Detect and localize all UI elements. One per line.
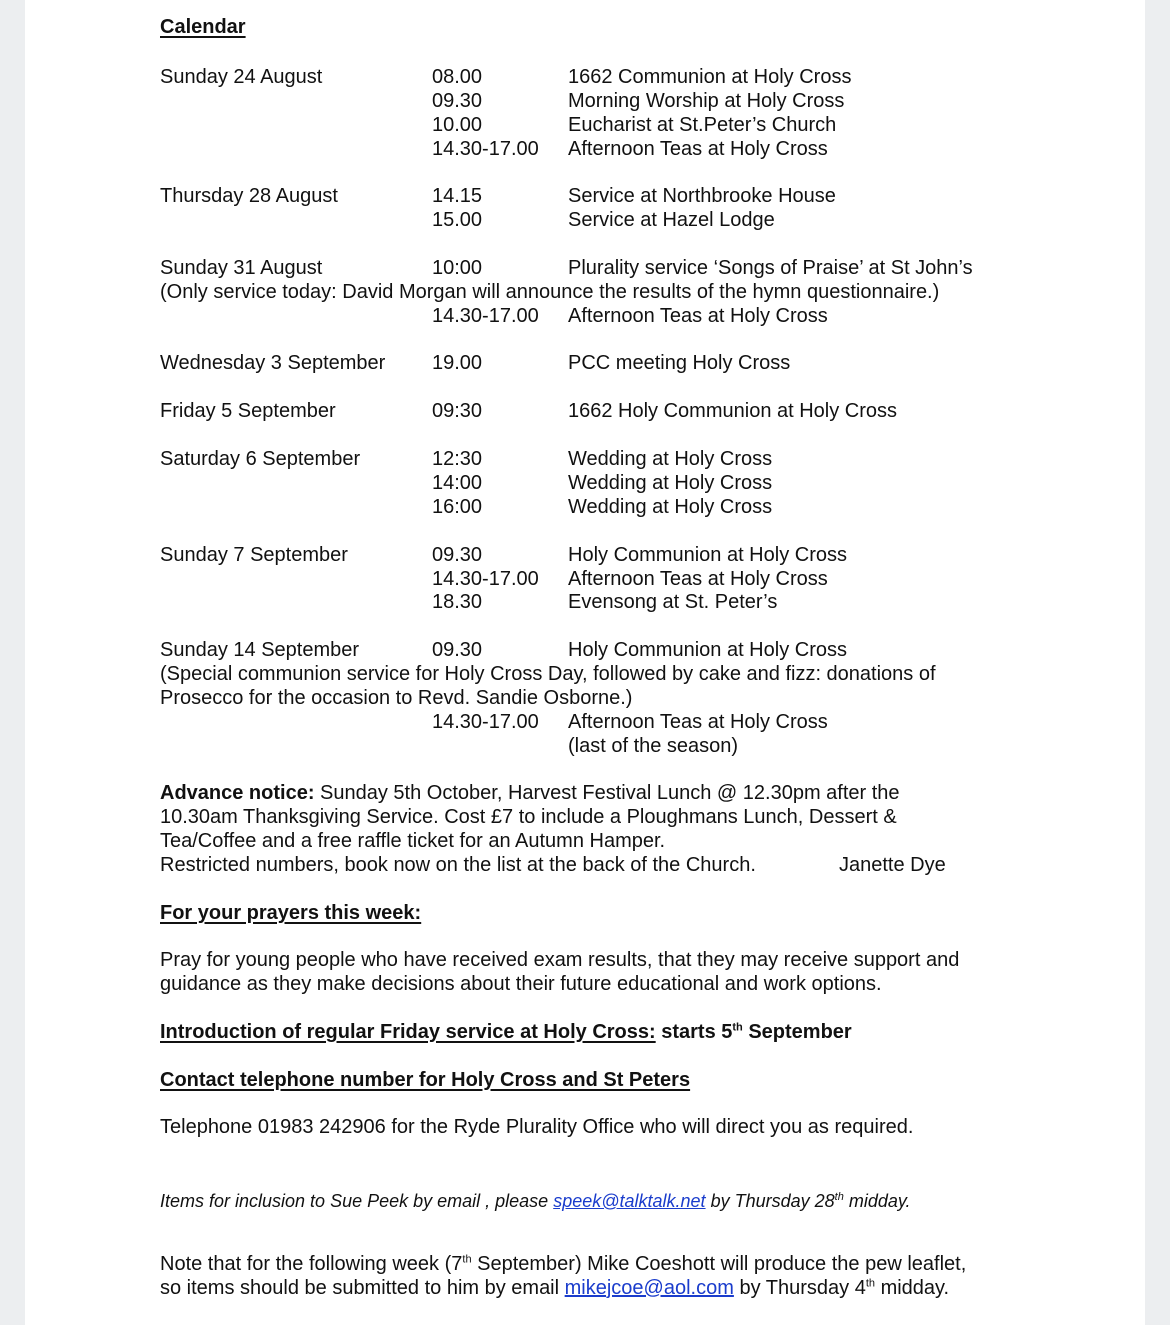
event-time: 14:00 (432, 472, 483, 494)
event-time: 09:30 (432, 400, 483, 422)
day-label: Wednesday 3 September (160, 352, 386, 374)
friday-service-heading (160, 1020, 852, 1044)
advance-notice-label: Advance notice: (160, 782, 315, 804)
event-note: (Special communion service for Holy Cross Day, followed by cake and fizz: donations of (160, 663, 936, 685)
event-note: Prosecco for the occasion to Revd. Sandie Osborne.) (160, 687, 633, 709)
contact-heading: Contact telephone number for Holy Cross and St Peters (160, 1069, 691, 1091)
event-time: 09.30 (432, 90, 483, 112)
items-text: Items for inclusion to Sue Peek by email , please (160, 1191, 554, 1211)
event-name: Afternoon Teas at Holy Cross (568, 138, 828, 160)
event-time: 16:00 (432, 496, 483, 518)
event-time: 18.30 (432, 591, 483, 613)
ordinal-suffix: th (834, 1191, 844, 1203)
note-line (160, 1276, 949, 1300)
event-time: 09.30 (432, 639, 483, 661)
ordinal-suffix: th (732, 1021, 743, 1034)
event-name: Wedding at Holy Cross (568, 472, 773, 494)
event-name: (last of the season) (568, 735, 739, 757)
day-label: Sunday 14 September (160, 639, 360, 661)
note-text: midday. (875, 1277, 950, 1299)
day-label: Saturday 6 September (160, 448, 361, 470)
mike-coeshott-email-link[interactable]: mikejcoe@aol.com (564, 1277, 734, 1299)
event-time: 14.30-17.00 (432, 711, 539, 733)
ordinal-suffix: th (865, 1277, 876, 1290)
event-name: Wedding at Holy Cross (568, 496, 773, 518)
note-line (160, 1252, 966, 1276)
event-name: Morning Worship at Holy Cross (568, 90, 845, 112)
event-time: 08.00 (432, 66, 483, 88)
day-label: Thursday 28 August (160, 185, 338, 207)
event-time: 10:00 (432, 257, 483, 279)
advance-notice-text: Tea/Coffee and a free raffle ticket for an Autumn Hamper. (160, 830, 666, 852)
event-time: 10.00 (432, 114, 483, 136)
day-label: Sunday 7 September (160, 544, 348, 566)
event-name: Eucharist at St.Peter’s Church (568, 114, 837, 136)
event-name: Evensong at St. Peter’s (568, 591, 778, 613)
note-text: September) Mike Coeshott will produce the pew leaflet, (471, 1253, 967, 1275)
advance-notice-signature: Janette Dye (839, 854, 946, 876)
ordinal-suffix: th (462, 1253, 472, 1266)
advance-notice-text: 10.30am Thanksgiving Service. Cost £7 to include a Ploughmans Lunch, Dessert & (160, 806, 897, 828)
advance-notice-text: Sunday 5th October, Harvest Festival Lunch @ 12.30pm after the (314, 782, 900, 804)
note-text: by Thursday 4 (733, 1277, 866, 1299)
event-name: Afternoon Teas at Holy Cross (568, 305, 828, 327)
event-time: 14.15 (432, 185, 483, 207)
note-text: Note that for the following week (7 (160, 1253, 463, 1275)
note-text: so items should be submitted to him by email (160, 1277, 565, 1299)
event-name: 1662 Holy Communion at Holy Cross (568, 400, 898, 422)
contact-text: Telephone 01983 242906 for the Ryde Plurality Office who will direct you as required. (160, 1116, 914, 1138)
items-notice (160, 1189, 911, 1213)
event-name: Service at Hazel Lodge (568, 209, 775, 231)
event-time: 14.30-17.00 (432, 568, 539, 590)
event-time: 12:30 (432, 448, 483, 470)
day-label: Sunday 24 August (160, 66, 323, 88)
event-name: Afternoon Teas at Holy Cross (568, 711, 828, 733)
sue-peek-email-link[interactable]: speek@talktalk.net (553, 1191, 706, 1211)
friday-service-start: starts 5 (655, 1021, 733, 1043)
items-deadline-end: midday. (843, 1191, 911, 1211)
advance-notice-text: Restricted numbers, book now on the list at the back of the Church. (160, 854, 756, 876)
prayers-heading: For your prayers this week: (160, 902, 422, 924)
event-name: Wedding at Holy Cross (568, 448, 773, 470)
event-name: Holy Communion at Holy Cross (568, 544, 847, 566)
event-time: 14.30-17.00 (432, 305, 539, 327)
event-time: 15.00 (432, 209, 483, 231)
prayers-text: guidance as they make decisions about their future educational and work options. (160, 973, 882, 995)
calendar-heading: Calendar (160, 16, 246, 38)
document-page (25, 0, 1145, 1325)
advance-notice-line (160, 781, 900, 805)
event-name: PCC meeting Holy Cross (568, 352, 791, 374)
event-name: Plurality service ‘Songs of Praise’ at St John’s (568, 257, 973, 279)
event-name: Service at Northbrooke House (568, 185, 836, 207)
event-name: Holy Communion at Holy Cross (568, 639, 847, 661)
items-deadline: by Thursday 28 (705, 1191, 835, 1211)
event-name: Afternoon Teas at Holy Cross (568, 568, 828, 590)
friday-service-month: September (742, 1021, 852, 1043)
day-label: Sunday 31 August (160, 257, 323, 279)
day-label: Friday 5 September (160, 400, 336, 422)
event-note: (Only service today: David Morgan will announce the results of the hymn questionnaire.) (160, 281, 940, 303)
event-time: 09.30 (432, 544, 483, 566)
friday-service-title: Introduction of regular Friday service at Holy Cross: (160, 1021, 656, 1043)
prayers-text: Pray for young people who have received exam results, that they may receive support and (160, 949, 960, 971)
event-time: 14.30-17.00 (432, 138, 539, 160)
event-name: 1662 Communion at Holy Cross (568, 66, 852, 88)
event-time: 19.00 (432, 352, 483, 374)
